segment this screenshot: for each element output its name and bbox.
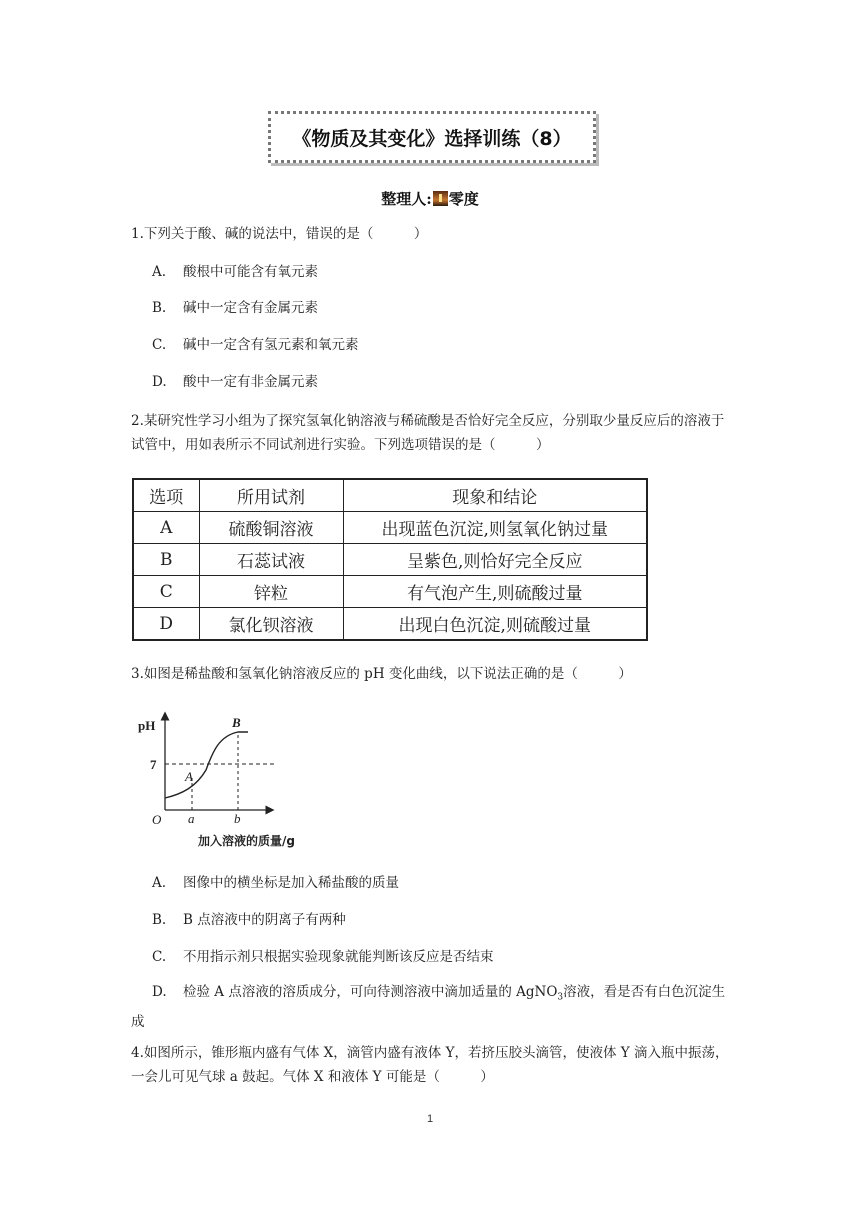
table-cell: 呈紫色,则恰好完全反应 — [343, 544, 647, 576]
page-number: 1 — [426, 1113, 434, 1125]
question-2-stem: 2.某研究性学习小组为了探究氢氧化钠溶液与稀硫酸是否恰好完全反应，分别取少量反应后的溶液于试管中，用如表所示不同试剂进行实验。下列选项错误的是（ ） — [131, 413, 725, 453]
table-header-cell: 选项 — [133, 479, 199, 512]
table-cell: 氯化钡溶液 — [199, 608, 343, 641]
ph-curve — [165, 732, 248, 798]
reagent-table — [132, 478, 648, 641]
table-cell: D — [133, 608, 199, 641]
table-cell: 硫酸铜溶液 — [199, 512, 343, 544]
author-logo-icon — [433, 191, 448, 206]
table-cell: B — [133, 544, 199, 576]
q1-option-c: C. 碱中一定含有氢元素和氧元素 — [152, 337, 359, 353]
table-row — [133, 576, 647, 608]
table-header-cell: 现象和结论 — [343, 479, 647, 512]
table-row — [133, 608, 647, 641]
x-mark-b: b — [234, 811, 241, 826]
table-cell: 锌粒 — [199, 576, 343, 608]
table-header-cell: 所用试剂 — [199, 479, 343, 512]
x-axis-label: 加入溶液的质量/g — [198, 834, 295, 848]
table-cell: 出现蓝色沉淀,则氢氧化钠过量 — [343, 512, 647, 544]
q1-option-b: B. 碱中一定含有金属元素 — [152, 300, 318, 316]
ph7-label: 7 — [150, 757, 157, 772]
table-cell: 有气泡产生,则硫酸过量 — [343, 576, 647, 608]
author-name: 零度 — [448, 190, 479, 208]
table-row — [133, 512, 647, 544]
table-header-row — [133, 479, 647, 512]
author-prefix: 整理人: — [381, 190, 432, 208]
q3-option-b: B. B 点溶液中的阴离子有两种 — [152, 912, 346, 928]
document-title: 《物质及其变化》选择训练（8） — [292, 127, 572, 150]
point-b-label: B — [232, 715, 241, 730]
q1-option-d: D. 酸中一定有非金属元素 — [152, 374, 318, 390]
table-cell: 出现白色沉淀,则硫酸过量 — [343, 608, 647, 641]
ph-curve-figure — [130, 710, 330, 852]
table-cell: A — [133, 512, 199, 544]
q1-option-a: A. 酸根中可能含有氧元素 — [152, 264, 318, 280]
question-4-stem: 4.如图所示，锥形瓶内盛有气体 X，滴管内盛有液体 Y，若挤压胶头滴管，使液体 Y 滴入瓶中振荡，一会儿可见气球 a 鼓起。气体 X 和液体 Y 可能是（ ） — [131, 1045, 729, 1085]
author-line — [0, 188, 860, 209]
x-mark-a: a — [188, 811, 195, 826]
table-cell: C — [133, 576, 199, 608]
title-box — [268, 111, 596, 163]
y-axis-label: pH — [138, 718, 156, 733]
table-row — [133, 544, 647, 576]
question-1-stem: 1.下列关于酸、碱的说法中，错误的是（ ） — [131, 226, 428, 242]
question-3-stem: 3.如图是稀盐酸和氢氧化钠溶液反应的 pH 变化曲线，以下说法正确的是（ ） — [131, 666, 632, 682]
table-cell: 石蕊试液 — [199, 544, 343, 576]
origin-label: O — [152, 812, 162, 827]
point-a-label: A — [185, 769, 193, 784]
q3-option-a: A. 图像中的横坐标是加入稀盐酸的质量 — [152, 875, 399, 891]
q3-option-c: C. 不用指示剂只根据实验现象就能判断该反应是否结束 — [152, 949, 494, 965]
q3-option-d: D. 检验 A 点溶液的溶质成分，可向待测溶液中滴加适量的 AgNO$_3$溶液，看是否有白色沉淀生成 — [131, 984, 726, 1030]
